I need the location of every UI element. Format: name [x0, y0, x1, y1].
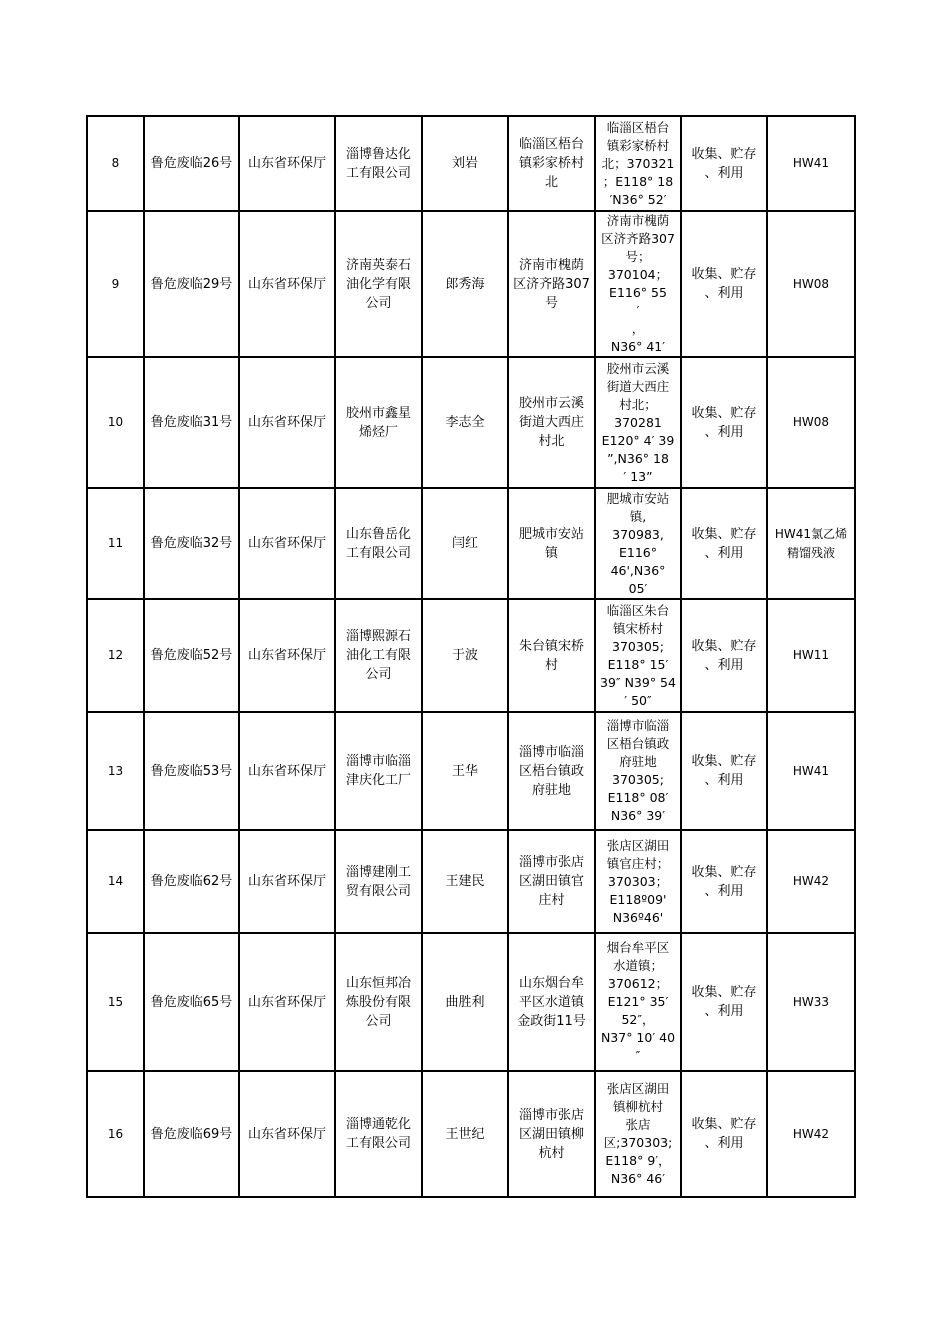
- company-address-cell: [508, 116, 595, 211]
- company-name-cell: [335, 933, 422, 1071]
- waste-code-cell: [767, 116, 855, 211]
- permit-number-cell: [144, 933, 239, 1071]
- table-row: [87, 488, 855, 599]
- company-name-line: 贸有限公司: [345, 883, 411, 899]
- legal-representative: 王建民: [445, 874, 485, 889]
- permit-number-cell: [144, 357, 239, 488]
- table-row: [87, 599, 855, 712]
- waste-code-cell: [767, 1071, 855, 1197]
- company-address-cell: [508, 830, 595, 933]
- facility-location-line: 区梧台镇政: [606, 736, 670, 751]
- company-name-line: 淄博建刚工: [345, 864, 411, 880]
- waste-code-line: HW41: [792, 156, 830, 170]
- legal-representative-cell: [422, 488, 508, 599]
- permit-number: 鲁危废临52号: [150, 648, 233, 663]
- issuing-authority: 山东省环保厅: [247, 994, 326, 1010]
- facility-location-line: 镇宋桥村: [612, 620, 663, 636]
- facility-location-line: 临淄区朱台: [606, 602, 670, 618]
- permit-table: [86, 115, 856, 1198]
- legal-representative-cell: [422, 599, 508, 712]
- facility-location-line: 村北；: [619, 396, 657, 412]
- facility-location-line: ′N36° 52′: [609, 191, 667, 207]
- waste-code-line: HW33: [792, 994, 830, 1009]
- table-row: [87, 357, 855, 488]
- company-name-cell: [335, 488, 422, 599]
- company-address-cell: [508, 712, 595, 830]
- issuing-authority: 山东省环保厅: [247, 763, 326, 779]
- facility-location-cell: [595, 933, 681, 1071]
- facility-location-line: 370303；: [607, 873, 669, 889]
- facility-location-cell: [595, 830, 681, 933]
- company-name-line: 公司: [365, 1013, 392, 1029]
- facility-location-line: 区济齐路307: [601, 231, 675, 246]
- waste-code-cell: [767, 933, 855, 1071]
- facility-location-line: 镇,: [629, 508, 647, 524]
- facility-location-line: E120° 4′ 39: [601, 432, 675, 448]
- facility-location-line: 46',N36°: [610, 562, 666, 578]
- operation-method-line: 收集、贮存: [691, 267, 757, 282]
- permit-number: 鲁危废临29号: [150, 276, 233, 292]
- table-row: [87, 116, 855, 211]
- permit-number: 鲁危废临69号: [150, 1126, 233, 1142]
- operation-method-line: 、利用: [704, 657, 744, 673]
- legal-representative-cell: [422, 933, 508, 1071]
- legal-representative: 闫红: [451, 536, 478, 551]
- facility-location-line: ”,N36° 18: [607, 450, 669, 466]
- permit-number: 鲁危废临53号: [150, 763, 233, 779]
- facility-location-line: 烟台牟平区: [606, 940, 670, 955]
- facility-location-cell: [595, 712, 681, 830]
- facility-location-line: ′: [636, 303, 640, 318]
- permit-number: 鲁危废临31号: [150, 415, 233, 430]
- facility-location-line: 临淄区梧台: [606, 119, 670, 135]
- company-address-line: 北: [544, 175, 558, 190]
- company-name-cell: [335, 830, 422, 933]
- issuing-authority-cell: [239, 830, 335, 933]
- operation-method-cell: [681, 488, 767, 599]
- facility-location-line: 张店区湖田: [606, 1081, 670, 1096]
- issuing-authority: 山东省环保厅: [247, 874, 326, 889]
- row-number-cell: [87, 830, 144, 933]
- row-number-cell: [87, 933, 144, 1071]
- company-address-line: 镇彩家桥村: [518, 156, 584, 171]
- waste-code-line: HW41氯乙烯: [774, 526, 848, 541]
- operation-method-line: 、利用: [704, 773, 744, 788]
- facility-location-line: 街道大西庄: [606, 378, 670, 394]
- facility-location-line: 府驻地: [619, 754, 657, 769]
- permit-number: 鲁危废临32号: [150, 536, 233, 551]
- issuing-authority-cell: [239, 933, 335, 1071]
- company-address-line: 淄博市临淄: [518, 744, 584, 760]
- company-address-line: 街道大西庄: [518, 415, 584, 430]
- facility-location-line: 肥城市安站: [606, 490, 670, 506]
- facility-location-line: 370281: [614, 414, 662, 430]
- company-name-line: 山东恒邦冶: [345, 975, 411, 991]
- facility-location-line: ′ 13”: [623, 468, 653, 484]
- facility-location-line: 济南市槐荫: [606, 213, 670, 228]
- company-address-cell: [508, 933, 595, 1071]
- facility-location-line: 镇彩家桥村: [606, 137, 670, 153]
- issuing-authority: 山东省环保厅: [247, 156, 326, 171]
- facility-location-cell: [595, 1071, 681, 1197]
- company-name-cell: [335, 357, 422, 488]
- operation-method-cell: [681, 211, 767, 357]
- facility-location-line: 370305;: [612, 638, 664, 654]
- row-number-cell: [87, 488, 144, 599]
- company-address-line: 肥城市安站: [518, 526, 584, 542]
- company-address-line: 胶州市云溪: [518, 396, 584, 411]
- facility-location-line: 370983,: [612, 526, 664, 542]
- operation-method-line: 、利用: [704, 545, 744, 561]
- company-name-line: 淄博通乾化: [345, 1117, 411, 1132]
- facility-location-line: 镇官庄村；: [606, 855, 670, 871]
- facility-location-line: N36° 41′: [610, 339, 666, 354]
- row-number: 14: [107, 874, 124, 888]
- company-name-line: 油化工有限: [345, 648, 411, 663]
- legal-representative-cell: [422, 1071, 508, 1197]
- company-address-line: 号: [544, 295, 558, 311]
- company-name-line: 淄博熙源石: [345, 629, 411, 644]
- legal-representative: 王华: [451, 763, 478, 779]
- facility-location-line: 370305;: [612, 772, 664, 787]
- company-address-line: 临淄区梧台: [518, 137, 584, 152]
- waste-code-cell: [767, 712, 855, 830]
- permit-number: 鲁危废临26号: [150, 156, 233, 171]
- table-row: [87, 211, 855, 357]
- operation-method-line: 收集、贮存: [691, 864, 757, 880]
- row-number-cell: [87, 1071, 144, 1197]
- legal-representative: 曲胜利: [445, 994, 485, 1010]
- row-number: 10: [107, 415, 124, 429]
- company-name-line: 胶州市鑫星: [345, 405, 411, 421]
- issuing-authority-cell: [239, 712, 335, 830]
- facility-location-line: ，: [631, 321, 645, 336]
- issuing-authority-cell: [239, 1071, 335, 1197]
- table-row: [87, 1071, 855, 1197]
- operation-method-line: 收集、贮存: [691, 526, 757, 542]
- company-name-line: 公司: [365, 295, 392, 311]
- company-name-line: 淄博鲁达化: [345, 146, 411, 162]
- company-address-cell: [508, 488, 595, 599]
- legal-representative: 郎秀海: [445, 276, 485, 292]
- waste-code-line: 精馏残液: [786, 545, 835, 560]
- waste-code-cell: [767, 211, 855, 357]
- company-address-line: 金政街11号: [517, 1013, 586, 1029]
- facility-location-line: ″: [635, 1048, 641, 1063]
- facility-location-line: N37° 10′ 40: [600, 1030, 676, 1045]
- permit-number-cell: [144, 211, 239, 357]
- facility-location-line: 水道镇；: [612, 958, 663, 973]
- issuing-authority: 山东省环保厅: [247, 536, 326, 551]
- operation-method-line: 收集、贮存: [691, 985, 757, 1000]
- legal-representative-cell: [422, 211, 508, 357]
- company-address-cell: [508, 1071, 595, 1197]
- permit-number-cell: [144, 599, 239, 712]
- facility-location-line: 胶州市云溪: [606, 360, 670, 376]
- issuing-authority: 山东省环保厅: [247, 415, 326, 430]
- company-name-cell: [335, 599, 422, 712]
- company-address-line: 庄村: [538, 893, 565, 908]
- permit-number-cell: [144, 488, 239, 599]
- issuing-authority-cell: [239, 488, 335, 599]
- company-address-cell: [508, 357, 595, 488]
- company-address-line: 镇: [544, 545, 558, 561]
- row-number: 16: [107, 1126, 124, 1141]
- legal-representative: 李志全: [445, 415, 485, 430]
- facility-location-line: E118º09': [609, 891, 667, 907]
- company-name-cell: [335, 1071, 422, 1197]
- issuing-authority: 山东省环保厅: [247, 1126, 326, 1142]
- operation-method-line: 、利用: [704, 1004, 744, 1019]
- company-name-line: 炼股份有限: [345, 994, 411, 1010]
- facility-location-cell: [595, 211, 681, 357]
- facility-location-line: 370104；: [607, 267, 669, 282]
- facility-location-line: E116° 55: [609, 285, 667, 300]
- issuing-authority-cell: [239, 116, 335, 211]
- issuing-authority-cell: [239, 599, 335, 712]
- facility-location-line: E118° 15′: [607, 656, 669, 672]
- operation-method-cell: [681, 357, 767, 488]
- facility-location-line: ′ 50″: [624, 692, 652, 708]
- facility-location-line: 370612；: [607, 976, 669, 991]
- company-name-line: 工有限公司: [345, 1136, 411, 1151]
- company-name-line: 淄博市临淄: [345, 754, 411, 769]
- facility-location-line: 区;370303;: [603, 1135, 673, 1150]
- row-number: 11: [107, 536, 124, 550]
- facility-location-line: 52″，: [621, 1012, 655, 1027]
- operation-method-cell: [681, 933, 767, 1071]
- facility-location-line: 淄博市临淄: [606, 718, 670, 733]
- waste-code-line: HW11: [792, 648, 830, 662]
- operation-method-cell: [681, 599, 767, 712]
- waste-code-cell: [767, 357, 855, 488]
- company-name-line: 烯烃厂: [358, 424, 398, 440]
- row-number-cell: [87, 599, 144, 712]
- company-address-line: 淄博市张店: [518, 1107, 584, 1123]
- operation-method-line: 收集、贮存: [691, 1117, 757, 1132]
- company-name-line: 油化学有限: [345, 276, 411, 292]
- company-address-line: 平区水道镇: [518, 994, 584, 1010]
- permit-number: 鲁危废临62号: [150, 874, 233, 889]
- row-number: 9: [111, 276, 120, 291]
- company-name-line: 津庆化工厂: [345, 773, 411, 788]
- row-number-cell: [87, 712, 144, 830]
- company-address-line: 区济齐路307: [513, 276, 590, 292]
- legal-representative-cell: [422, 116, 508, 211]
- company-address-line: 村北: [538, 434, 565, 449]
- operation-method-line: 收集、贮存: [691, 638, 757, 654]
- issuing-authority: 山东省环保厅: [247, 648, 326, 663]
- row-number: 13: [107, 763, 124, 778]
- company-address-line: 府驻地: [531, 782, 571, 798]
- table-row: [87, 830, 855, 933]
- table-row: [87, 712, 855, 830]
- permit-number: 鲁危废临65号: [150, 994, 233, 1010]
- operation-method-line: 、利用: [704, 1136, 744, 1151]
- operation-method-line: 、利用: [704, 165, 744, 181]
- facility-location-cell: [595, 357, 681, 488]
- facility-location-line: E118° 9′，: [605, 1153, 671, 1168]
- waste-code-cell: [767, 599, 855, 712]
- facility-location-cell: [595, 599, 681, 712]
- facility-location-line: 张店: [625, 1117, 651, 1132]
- waste-code-cell: [767, 488, 855, 599]
- company-address-line: 区湖田镇柳: [518, 1126, 584, 1142]
- permit-number-cell: [144, 712, 239, 830]
- company-address-line: 济南市槐荫: [518, 257, 584, 273]
- permit-number-cell: [144, 830, 239, 933]
- facility-location-cell: [595, 488, 681, 599]
- facility-location-line: 39″ N39° 54: [600, 674, 676, 690]
- operation-method-line: 、利用: [704, 286, 744, 301]
- facility-location-line: N36º46': [612, 909, 664, 925]
- operation-method-line: 收集、贮存: [691, 754, 757, 769]
- facility-location-cell: [595, 116, 681, 211]
- facility-location-line: ；E118° 18: [602, 173, 674, 189]
- company-address-cell: [508, 599, 595, 712]
- legal-representative: 王世纪: [445, 1126, 485, 1142]
- facility-location-line: 05′: [628, 580, 648, 596]
- operation-method-cell: [681, 1071, 767, 1197]
- row-number-cell: [87, 357, 144, 488]
- company-address-line: 淄博市张店: [518, 855, 584, 870]
- facility-location-line: E118° 08′: [607, 790, 669, 805]
- company-name-line: 公司: [365, 667, 392, 682]
- company-address-line: 区梧台镇政: [518, 763, 584, 779]
- company-address-line: 山东烟台牟: [518, 975, 584, 991]
- waste-code-cell: [767, 830, 855, 933]
- legal-representative-cell: [422, 712, 508, 830]
- row-number: 15: [107, 994, 124, 1009]
- permit-number-cell: [144, 1071, 239, 1197]
- company-name-line: 山东鲁岳化: [345, 526, 411, 542]
- waste-code-line: HW42: [792, 874, 830, 888]
- permit-number-cell: [144, 116, 239, 211]
- company-name-cell: [335, 211, 422, 357]
- company-name-line: 工有限公司: [345, 545, 411, 561]
- facility-location-line: 号；: [625, 249, 651, 264]
- facility-location-line: 北；370321: [601, 155, 675, 171]
- facility-location-line: N36° 39′: [610, 808, 666, 823]
- legal-representative-cell: [422, 357, 508, 488]
- company-address-line: 杭村: [538, 1145, 565, 1161]
- company-name-cell: [335, 712, 422, 830]
- facility-location-line: N36° 46′: [610, 1171, 666, 1186]
- legal-representative-cell: [422, 830, 508, 933]
- operation-method-cell: [681, 712, 767, 830]
- company-name-cell: [335, 116, 422, 211]
- company-name-line: 工有限公司: [345, 165, 411, 181]
- issuing-authority-cell: [239, 211, 335, 357]
- row-number-cell: [87, 116, 144, 211]
- operation-method-line: 、利用: [704, 424, 744, 440]
- waste-code-line: HW41: [792, 763, 830, 778]
- issuing-authority: 山东省环保厅: [247, 276, 326, 292]
- permit-table-body: [87, 116, 855, 1197]
- table-row: [87, 933, 855, 1071]
- row-number: 12: [107, 648, 124, 662]
- operation-method-line: 、利用: [704, 883, 744, 899]
- operation-method-cell: [681, 116, 767, 211]
- operation-method-cell: [681, 830, 767, 933]
- operation-method-line: 收集、贮存: [691, 146, 757, 162]
- company-address-line: 朱台镇宋桥: [518, 638, 584, 654]
- facility-location-line: 张店区湖田: [606, 837, 670, 853]
- company-address-line: 区湖田镇官: [518, 874, 584, 889]
- row-number: 8: [111, 156, 120, 170]
- legal-representative: 于波: [451, 648, 478, 663]
- row-number-cell: [87, 211, 144, 357]
- facility-location-line: 镇柳杭村: [612, 1099, 663, 1114]
- waste-code-line: HW42: [792, 1126, 830, 1141]
- operation-method-line: 收集、贮存: [691, 405, 757, 421]
- company-address-cell: [508, 211, 595, 357]
- waste-code-line: HW08: [792, 276, 830, 291]
- waste-code-line: HW08: [792, 415, 830, 429]
- company-name-line: 济南英泰石: [345, 257, 411, 273]
- facility-location-line: E121° 35′: [607, 994, 669, 1009]
- facility-location-line: E116°: [618, 544, 657, 560]
- issuing-authority-cell: [239, 357, 335, 488]
- legal-representative: 刘岩: [451, 156, 478, 171]
- company-address-line: 村: [544, 657, 558, 673]
